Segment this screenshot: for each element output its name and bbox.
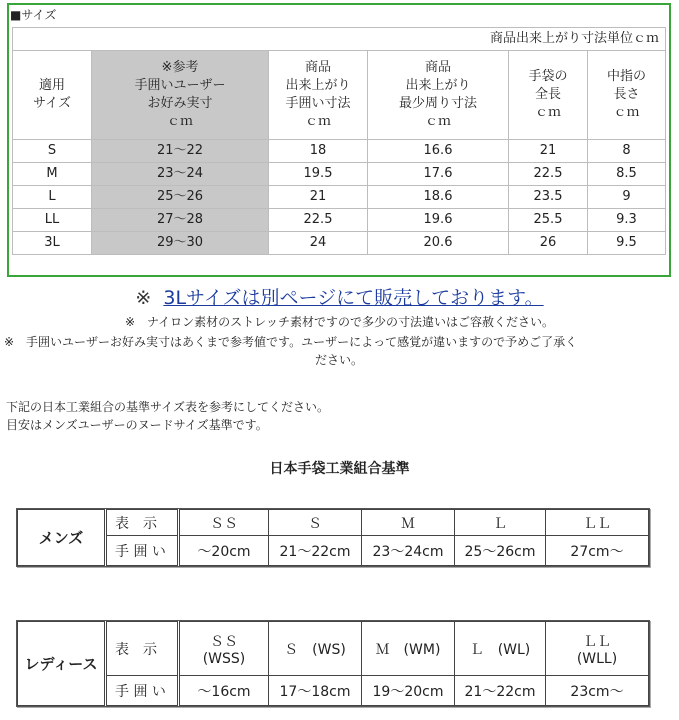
mens-category: メンズ bbox=[18, 510, 106, 566]
note-reference-line1: ※ 手囲いユーザーお好み実寸はあくまで参考値です。ユーザーによって感覚が違いますので予めご了承く bbox=[4, 335, 578, 349]
table-cell: 18.6 bbox=[368, 186, 509, 209]
table-row bbox=[13, 232, 666, 255]
label-display: 表 示 bbox=[106, 622, 179, 676]
table-cell: 3L bbox=[13, 232, 92, 255]
mens-standard-table bbox=[16, 508, 650, 567]
ladies-standard-table bbox=[16, 620, 650, 707]
size-table bbox=[12, 27, 666, 255]
table-cell: 27～28 bbox=[92, 209, 269, 232]
girth-cell: 27cm～ bbox=[546, 536, 649, 566]
size-cell: Ｌ bbox=[455, 510, 546, 536]
size-cell: ＬＬ (WLL) bbox=[546, 622, 649, 676]
size-cell: Ｍ bbox=[362, 510, 455, 536]
table-cell: 22.5 bbox=[269, 209, 368, 232]
table-row bbox=[13, 186, 666, 209]
table-cell: 16.6 bbox=[368, 140, 509, 163]
section-label: ■サイズ bbox=[10, 8, 57, 22]
ladies-category: レディース bbox=[18, 622, 106, 706]
girth-cell: 21～22cm bbox=[269, 536, 362, 566]
table-row bbox=[13, 163, 666, 186]
girth-cell: ～16cm bbox=[179, 676, 269, 706]
note-nude-size: 目安はメンズユーザーのヌードサイズ基準です。 bbox=[6, 418, 268, 432]
table-cell: 24 bbox=[269, 232, 368, 255]
note-reference bbox=[4, 333, 674, 369]
table-cell: 21～22 bbox=[92, 140, 269, 163]
table-row bbox=[13, 209, 666, 232]
label-display: 表 示 bbox=[106, 510, 179, 536]
size-cell: Ｓ (WS) bbox=[269, 622, 362, 676]
header-cell: 適用 サイズ bbox=[13, 51, 92, 140]
table-cell: 23.5 bbox=[509, 186, 588, 209]
girth-cell: 19～20cm bbox=[362, 676, 455, 706]
table-cell: 21 bbox=[509, 140, 588, 163]
note-reference-line2: ださい。 bbox=[314, 353, 363, 367]
size-table-header bbox=[13, 51, 666, 140]
header-cell: ※参考 手囲いユーザー お好み実寸 ｃｍ bbox=[92, 51, 269, 140]
notice-mark: ※ bbox=[135, 287, 152, 309]
table-cell: 9.3 bbox=[588, 209, 666, 232]
header-cell: 商品 出来上がり 最少周り寸法 ｃｍ bbox=[368, 51, 509, 140]
table-cell: 23～24 bbox=[92, 163, 269, 186]
note-stretch: ※ ナイロン素材のストレッチ素材ですので多少の寸法違いはご容赦ください。 bbox=[124, 315, 555, 329]
size-cell: ＬＬ bbox=[546, 510, 649, 536]
table-cell: 20.6 bbox=[368, 232, 509, 255]
table-cell: 25～26 bbox=[92, 186, 269, 209]
table-row bbox=[13, 140, 666, 163]
standard-title: 日本手袋工業組合基準 bbox=[269, 461, 410, 477]
size-cell: Ｓ bbox=[269, 510, 362, 536]
girth-cell: 17～18cm bbox=[269, 676, 362, 706]
table-cell: 26 bbox=[509, 232, 588, 255]
table-cell: L bbox=[13, 186, 92, 209]
girth-cell: ～20cm bbox=[179, 536, 269, 566]
table-cell: 9.5 bbox=[588, 232, 666, 255]
table-cell: 8.5 bbox=[588, 163, 666, 186]
table-cell: M bbox=[13, 163, 92, 186]
header-cell: 中指の 長さ ｃｍ bbox=[588, 51, 666, 140]
table-cell: 9 bbox=[588, 186, 666, 209]
table-cell: 8 bbox=[588, 140, 666, 163]
table-cell: 21 bbox=[269, 186, 368, 209]
3l-notice bbox=[0, 283, 679, 310]
girth-cell: 23～24cm bbox=[362, 536, 455, 566]
table-cell: 25.5 bbox=[509, 209, 588, 232]
label-girth: 手 囲 い bbox=[106, 676, 179, 706]
size-cell: ＳＳ bbox=[179, 510, 269, 536]
table-cell: 29～30 bbox=[92, 232, 269, 255]
girth-cell: 23cm～ bbox=[546, 676, 649, 706]
unit-note: 商品出来上がり寸法単位ｃｍ bbox=[13, 28, 666, 51]
table-cell: S bbox=[13, 140, 92, 163]
size-cell: ＳＳ (WSS) bbox=[179, 622, 269, 676]
table-cell: 17.6 bbox=[368, 163, 509, 186]
table-cell: LL bbox=[13, 209, 92, 232]
girth-cell: 25～26cm bbox=[455, 536, 546, 566]
table-cell: 19.6 bbox=[368, 209, 509, 232]
table-cell: 18 bbox=[269, 140, 368, 163]
3l-size-link[interactable]: 3Lサイズは別ページにて販売しております。 bbox=[163, 287, 544, 309]
header-cell: 手袋の 全長 ｃｍ bbox=[509, 51, 588, 140]
note-standard-ref: 下記の日本工業組合の基準サイズ表を参考にしてください。 bbox=[6, 400, 330, 414]
label-girth: 手 囲 い bbox=[106, 536, 179, 566]
table-cell: 19.5 bbox=[269, 163, 368, 186]
table-cell: 22.5 bbox=[509, 163, 588, 186]
girth-cell: 21～22cm bbox=[455, 676, 546, 706]
size-cell: Ｌ (WL) bbox=[455, 622, 546, 676]
size-cell: Ｍ (WM) bbox=[362, 622, 455, 676]
header-cell: 商品 出来上がり 手囲い寸法 ｃｍ bbox=[269, 51, 368, 140]
